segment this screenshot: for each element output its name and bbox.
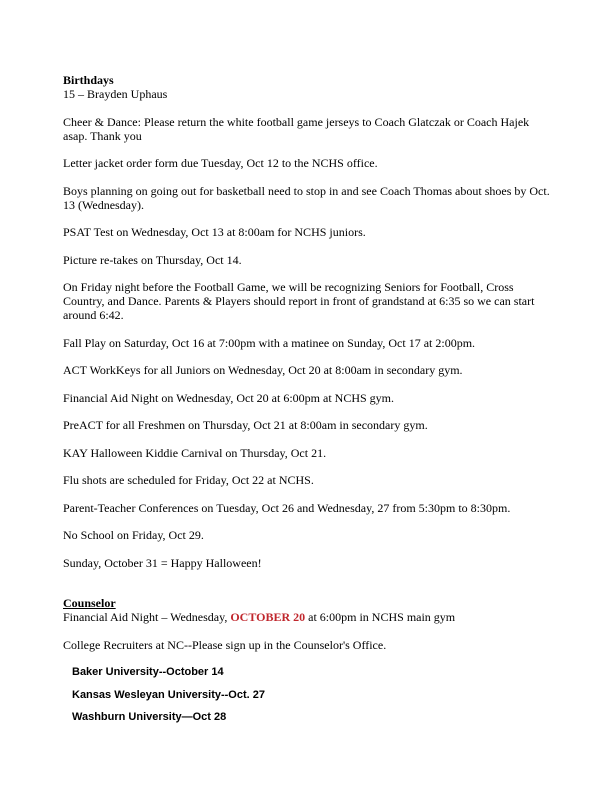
announcement-preact: PreACT for all Freshmen on Thursday, Oct 21 at 8:00am in secondary gym. <box>63 418 428 432</box>
college-item: Washburn University—Oct 28 <box>72 711 227 723</box>
announcement-fall-play: Fall Play on Saturday, Oct 16 at 7:00pm with a matinee on Sunday, Oct 17 at 2:00pm. <box>63 335 476 350</box>
announcement-conferences: Parent-Teacher Conferences on Tuesday, Oct 26 and Wednesday, 27 from 5:30pm to 8:30pm. <box>63 500 511 515</box>
aid-prefix: Financial Aid Night – Wednesday, <box>63 610 231 624</box>
counselor-section <box>63 596 553 624</box>
announcement-flu-shots: Flu shots are scheduled for Friday, Oct 22 at NCHS. <box>63 473 314 487</box>
announcement-no-school: No School on Friday, Oct 29. <box>63 528 204 542</box>
aid-suffix: at 6:00pm in NCHS main gym <box>305 610 456 624</box>
announcement-cheer-dance: Cheer & Dance: Please return the white football game jerseys to Coach Glatczak or Coach Hajek asap. Thank you <box>63 114 530 143</box>
recruiters-intro: College Recruiters at NC--Please sign up in the Counselor's Office. <box>63 637 387 652</box>
announcement-senior-night: On Friday night before the Football Game, we will be recognizing Seniors for Football, Cross Country, and Dance. Parents & Players should report in front of grandstand at 6:35 so we can start around 6:42. <box>63 280 535 322</box>
birthdays-heading: Birthdays <box>63 73 114 87</box>
announcement-kay-carnival: KAY Halloween Kiddie Carnival on Thursday, Oct 21. <box>63 445 327 460</box>
announcement-basketball-shoes: Boys planning on going out for basketball need to stop in and see Coach Thomas about shoes by Oct. 13 (Wednesday). <box>63 183 550 212</box>
counselor-heading: Counselor <box>63 596 116 610</box>
birthday-entry: 15 – Brayden Uphaus <box>63 87 168 101</box>
college-item: Baker University--October 14 <box>72 666 224 678</box>
section-spacer <box>63 583 553 596</box>
counselor-financial-aid <box>63 610 553 624</box>
college-item: Kansas Wesleyan University--Oct. 27 <box>72 688 265 701</box>
announcement-act-workkeys: ACT WorkKeys for all Juniors on Wednesday, Oct 20 at 8:00am in secondary gym. <box>63 363 463 377</box>
announcement-halloween: Sunday, October 31 = Happy Halloween! <box>63 555 262 570</box>
announcement-psat: PSAT Test on Wednesday, Oct 13 at 8:00am for NCHS juniors. <box>63 225 366 239</box>
college-list <box>72 665 553 724</box>
announcement-picture-retakes: Picture re-takes on Thursday, Oct 14. <box>63 252 242 267</box>
aid-date-highlight: OCTOBER 20 <box>230 610 306 624</box>
announcement-financial-aid: Financial Aid Night on Wednesday, Oct 20 at 6:00pm at NCHS gym. <box>63 390 395 405</box>
birthdays-section <box>63 73 553 101</box>
bulletin-page <box>63 73 553 733</box>
announcement-letter-jacket: Letter jacket order form due Tuesday, Oct 12 to the NCHS office. <box>63 156 378 170</box>
